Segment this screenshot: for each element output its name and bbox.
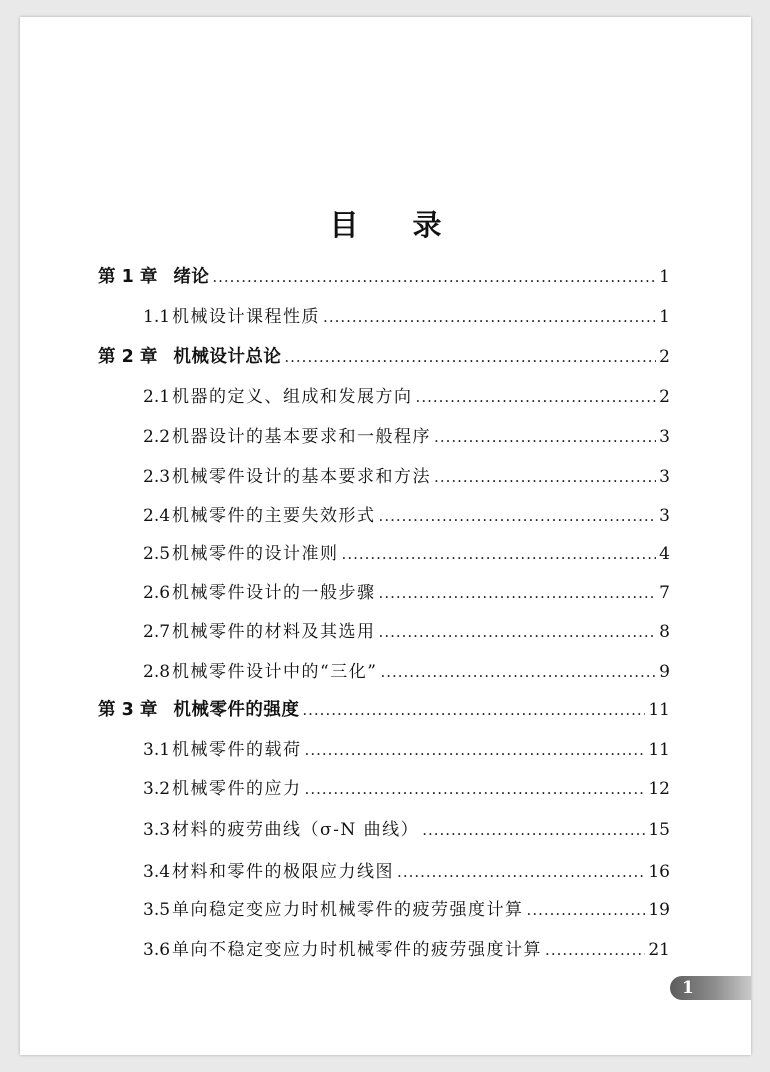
entry-number: 2.7	[143, 622, 171, 642]
entry-number: 2.8	[143, 662, 171, 682]
entry-number: 第 1 章	[98, 267, 158, 287]
toc-section-entry[interactable]	[143, 935, 670, 965]
entry-title: 机器设计的基本要求和一般程序	[172, 427, 432, 447]
entry-number: 第 2 章	[98, 347, 158, 367]
toc-chapter-entry[interactable]	[98, 695, 670, 725]
dot-leader	[212, 262, 656, 292]
entry-number: 2.2	[143, 427, 171, 447]
entry-title: 单向不稳定变应力时机械零件的疲劳强度计算	[172, 940, 543, 960]
entry-page-number: 12	[648, 779, 670, 799]
entry-title: 机械零件的强度	[173, 700, 300, 720]
entry-page-number: 19	[648, 900, 670, 920]
entry-number: 2.3	[143, 467, 171, 487]
entry-title: 机械设计总论	[173, 347, 282, 367]
entry-page-number: 2	[659, 347, 670, 367]
toc-section-entry[interactable]	[143, 578, 670, 608]
dot-leader	[434, 422, 656, 452]
entry-title: 材料和零件的极限应力线图	[172, 862, 395, 882]
entry-title: 机械零件的材料及其选用	[172, 622, 376, 642]
entry-number: 2.6	[143, 583, 171, 603]
page-number-tab	[670, 976, 751, 1000]
toc-chapter-entry[interactable]	[98, 342, 670, 372]
entry-page-number: 16	[648, 862, 670, 882]
toc-section-entry[interactable]	[143, 501, 670, 531]
entry-page-number: 7	[659, 583, 670, 603]
dot-leader	[397, 857, 645, 887]
toc-section-entry[interactable]	[143, 895, 670, 925]
toc-section-entry[interactable]	[143, 382, 670, 412]
dot-leader	[545, 935, 645, 965]
toc-title: 目 录	[329, 208, 464, 242]
entry-page-number: 2	[659, 387, 670, 407]
entry-title: 机械零件的主要失效形式	[172, 506, 376, 526]
entry-number: 3.3	[143, 820, 171, 840]
entry-page-number: 1	[659, 307, 670, 327]
dot-leader	[379, 501, 657, 531]
dot-leader	[305, 774, 646, 804]
dot-leader	[342, 539, 657, 569]
dot-leader	[323, 302, 656, 332]
toc-section-entry[interactable]	[143, 774, 670, 804]
entry-title: 机械零件的设计准则	[172, 544, 339, 564]
toc-section-entry[interactable]	[143, 857, 670, 887]
dot-leader	[379, 617, 657, 647]
entry-title: 机械零件的应力	[172, 779, 302, 799]
entry-number: 3.5	[143, 900, 171, 920]
entry-title: 绪论	[173, 267, 210, 287]
entry-page-number: 9	[659, 662, 670, 682]
toc-section-entry[interactable]	[143, 462, 670, 492]
entry-page-number: 4	[659, 544, 670, 564]
document-page	[20, 17, 751, 1055]
toc-section-entry[interactable]	[143, 422, 670, 452]
dot-leader	[380, 657, 656, 687]
dot-leader	[434, 462, 656, 492]
page-number: 1	[682, 978, 694, 998]
dot-leader	[302, 695, 645, 725]
entry-page-number: 3	[659, 467, 670, 487]
entry-title: 机器的定义、组成和发展方向	[172, 387, 413, 407]
toc-section-entry[interactable]	[143, 735, 670, 765]
entry-title: 机械零件设计中的“三化”	[172, 662, 378, 682]
entry-number: 第 3 章	[98, 700, 158, 720]
entry-title: 材料的疲劳曲线（σ-N 曲线）	[172, 820, 420, 840]
entry-page-number: 15	[648, 820, 670, 840]
entry-title: 单向稳定变应力时机械零件的疲劳强度计算	[172, 900, 524, 920]
dot-leader	[305, 735, 646, 765]
entry-title: 机械设计课程性质	[172, 307, 321, 327]
dot-leader	[416, 382, 657, 412]
entry-page-number: 3	[659, 506, 670, 526]
entry-page-number: 11	[648, 700, 670, 720]
entry-number: 2.5	[143, 544, 171, 564]
toc-list	[20, 17, 751, 1055]
entry-page-number: 11	[648, 740, 670, 760]
entry-number: 2.4	[143, 506, 171, 526]
entry-number: 2.1	[143, 387, 171, 407]
entry-page-number: 3	[659, 427, 670, 447]
toc-section-entry[interactable]	[143, 302, 670, 332]
entry-page-number: 1	[659, 267, 670, 287]
entry-title: 机械零件设计的基本要求和方法	[172, 467, 432, 487]
dot-leader	[284, 342, 656, 372]
entry-page-number: 21	[648, 940, 670, 960]
toc-section-entry[interactable]	[143, 617, 670, 647]
entry-title: 机械零件设计的一般步骤	[172, 583, 376, 603]
toc-section-entry[interactable]	[143, 657, 670, 687]
entry-number: 3.4	[143, 862, 171, 882]
dot-leader	[527, 895, 646, 925]
toc-chapter-entry[interactable]	[98, 262, 670, 292]
toc-section-entry[interactable]	[143, 539, 670, 569]
entry-number: 3.6	[143, 940, 171, 960]
entry-number: 1.1	[143, 307, 171, 327]
dot-leader	[422, 815, 645, 845]
entry-page-number: 8	[659, 622, 670, 642]
dot-leader	[379, 578, 657, 608]
entry-number: 3.1	[143, 740, 171, 760]
entry-title: 机械零件的载荷	[172, 740, 302, 760]
entry-number: 3.2	[143, 779, 171, 799]
toc-section-entry[interactable]	[143, 815, 670, 845]
